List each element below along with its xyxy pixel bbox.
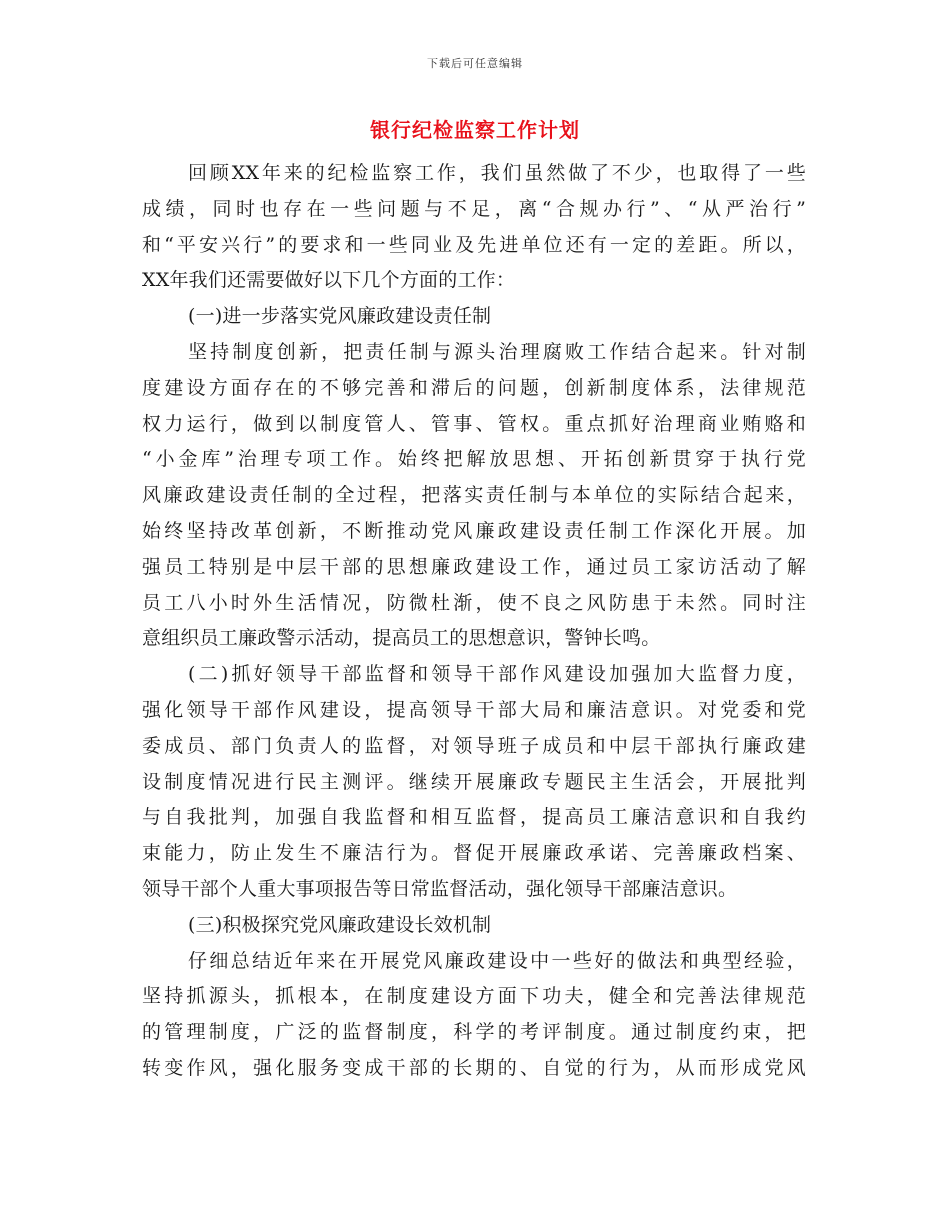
paragraph-line: 转变作风，强化服务变成干部的长期的、自觉的行为，从而形成党风 bbox=[142, 1056, 806, 1079]
paragraph-line: XX年我们还需要做好以下几个方面的工作： bbox=[142, 269, 516, 292]
paragraph-line: 风廉政建设责任制的全过程，把落实责任制与本单位的实际结合起来， bbox=[142, 484, 806, 507]
document-body bbox=[142, 156, 806, 1087]
paragraph-line: 与自我批判，加强自我监督和相互监督，提高员工廉洁意识和自我约 bbox=[142, 806, 806, 829]
paragraph-line: 强化领导干部作风建设，提高领导干部大局和廉洁意识。对党委和党 bbox=[142, 698, 806, 721]
paragraph-line: 束能力，防止发生不廉洁行为。督促开展廉政承诺、完善廉政档案、 bbox=[142, 842, 806, 865]
paragraph-line: “小金库”治理专项工作。始终把解放思想、开拓创新贯穿于执行党 bbox=[142, 448, 806, 471]
paragraph-line: 委成员、部门负责人的监督，对领导班子成员和中层干部执行廉政建 bbox=[142, 734, 806, 757]
paragraph-line: 仔细总结近年来在开展党风廉政建设中一些好的做法和典型经验， bbox=[188, 949, 806, 972]
paragraph-line: 回顾XX年来的纪检监察工作，我们虽然做了不少，也取得了一些 bbox=[188, 162, 806, 184]
paragraph-line: 坚持抓源头，抓根本，在制度建设方面下功夫，健全和完善法律规范 bbox=[142, 985, 806, 1008]
paragraph-line: 强员工特别是中层干部的思想廉政建设工作，通过员工家访活动了解 bbox=[142, 555, 806, 578]
paragraph-line: 领导干部个人重大事项报告等日常监督活动，强化领导干部廉洁意识。 bbox=[142, 877, 738, 900]
paragraph-line: 意组织员工廉政警示活动，提高员工的思想意识，警钟长鸣。 bbox=[142, 627, 661, 650]
header-note: 下载后可任意编辑 bbox=[427, 57, 523, 70]
paragraph-line: 权力运行，做到以制度管人、管事、管权。重点抓好治理商业贿赂和 bbox=[142, 412, 806, 435]
document-title: 银行纪检监察工作计划 bbox=[370, 118, 580, 142]
paragraph-line: (二)抓好领导干部监督和领导干部作风建设加强加大监督力度， bbox=[188, 663, 806, 686]
paragraph-line: 员工八小时外生活情况，防微杜渐，使不良之风防患于未然。同时注 bbox=[142, 591, 806, 614]
paragraph-line: 坚持制度创新，把责任制与源头治理腐败工作结合起来。针对制 bbox=[188, 340, 806, 363]
section-heading: (一)进一步落实党风廉政建设责任制 bbox=[188, 305, 492, 328]
paragraph-line: 设制度情况进行民主测评。继续开展廉政专题民主生活会，开展批判 bbox=[142, 770, 806, 793]
paragraph-line: 的管理制度，广泛的监督制度，科学的考评制度。通过制度约束，把 bbox=[142, 1021, 806, 1044]
paragraph-line: 和“平安兴行”的要求和一些同业及先进单位还有一定的差距。所以， bbox=[142, 233, 806, 256]
section-heading: (三)积极探究党风廉政建设长效机制 bbox=[188, 913, 492, 936]
paragraph-line: 度建设方面存在的不够完善和滞后的问题，创新制度体系，法律规范 bbox=[142, 376, 806, 399]
paragraph-line: 始终坚持改革创新，不断推动党风廉政建设责任制工作深化开展。加 bbox=[142, 519, 806, 542]
paragraph-line: 成绩，同时也存在一些问题与不足，离“合规办行”、“从严治行” bbox=[142, 197, 806, 220]
